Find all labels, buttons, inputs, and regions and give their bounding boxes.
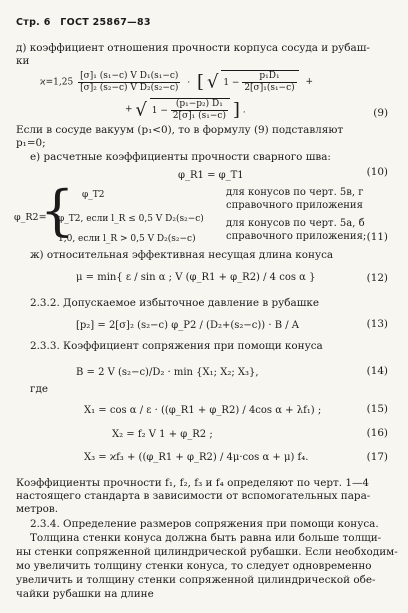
item-e-text: е) расчетные коэффициенты прочности сварного шва:: [30, 151, 331, 163]
section-2-3-4-line-4: мо увеличить толщину стенки конуса, то следует одновременно: [16, 560, 372, 572]
section-2-3-3-text: 2.3.3. Коэффициент сопряжения при помощи конуса: [30, 340, 323, 352]
equation-number-9: (9): [373, 107, 388, 119]
section-2-3-4-line-6: чайки рубашки на длине: [16, 588, 154, 600]
equation-number-11: (11): [366, 231, 388, 243]
formula-9-root-den: 2[σ]₁(s₁−c): [244, 83, 295, 93]
equation-number-16: (16): [366, 427, 388, 439]
phi-r2-case-1: φ_T2: [82, 190, 105, 200]
equation-number-10: (10): [366, 166, 388, 178]
coef-line-3: метров.: [16, 503, 59, 515]
equation-number-17: (17): [366, 451, 388, 463]
section-2-3-4-line-3: ны стенки сопряженной цилиндрической рубашки. Если необходим-: [16, 546, 398, 558]
standard-code: ГОСТ 25867—83: [60, 17, 151, 28]
section-2-3-4-line-2: Толщина стенки конуса должна быть равна или больше толщи-: [30, 532, 382, 544]
equation-number-12: (12): [366, 272, 388, 284]
equation-number-15: (15): [366, 403, 388, 415]
formula-14: B = 2 V (s₂−c)/D₂ · min {X₁; X₂; X₃},: [76, 367, 259, 378]
formula-9-line2-num: (p₁−p₂) D₁: [171, 99, 228, 111]
phi-r2-case-3: 1,0, если l_R > 0,5 V D₂(s₂−c): [58, 234, 196, 244]
formula-15: X₁ = cos α / ε · ((φ_R1 + φ_R2) / 4cos α + λf₁) ;: [84, 405, 322, 416]
formula-9-frac-den: [σ]₂ (s₂−c) V D₂(s₂−c): [80, 82, 179, 93]
section-2-3-4-line-1: 2.3.4. Определение размеров сопряжения при помощи конуса.: [30, 518, 379, 530]
formula-9-line2-den: 2[σ]₁ (s₁−c): [172, 111, 226, 121]
coef-line-1: Коэффициенты прочности f₁, f₂, f₃ и f₄ определяют по черт. 1—4: [16, 477, 369, 489]
equation-number-13: (13): [366, 318, 388, 330]
item-zh-text: ж) относительная эффективная несущая длина конуса: [30, 249, 334, 261]
section-2-3-2-text: 2.3.2. Допускаемое избыточное давление в рубашке: [30, 297, 320, 309]
formula-9-root-num: p₁D₁: [242, 71, 296, 83]
formula-9-line-2: + √ 1 − $\frac{\text{(p₁−p₂) D₁}}{\text{2[σ]₁ (s₁−c)}}$ ] .: [125, 99, 246, 121]
phi-r2-label: φ_R2=: [14, 212, 47, 223]
section-2-3-4-line-5: увеличить и толщину стенки сопряженной цилиндрической обе-: [16, 574, 376, 586]
formula-13: [p₂] = 2[σ]₂ (s₂−c) φ_P2 / (D₂+(s₂−c)) · B / A: [76, 320, 300, 331]
phi-r2-note-4: справочного приложения;: [226, 231, 367, 242]
formula-9-line-1: ϰ=1,25 $\frac{\text{[σ]₁ (s₁−c) V D₁(s₁−c)}}{\text{[σ]₂ (s₂−c) V D₂(s₂−c)}}$ · [ √ 1 − $\frac{\text{p₁D₁}}{\text{2[σ]₁(s₁−c)}}$ +: [40, 70, 314, 93]
equation-number-14: (14): [366, 365, 388, 377]
formula-9-frac-num: [σ]₁ (s₁−c) V D₁(s₁−c): [80, 70, 179, 81]
phi-r2-note-3: для конусов по черт. 5а, б: [226, 218, 365, 229]
phi-r2-note-1: для конусов по черт. 5в, г: [226, 187, 364, 198]
coef-line-2: настоящего стандарта в зависимости от вспомогательных пара-: [16, 490, 371, 502]
phi-r2-case-2: φ_T2, если l_R ≤ 0,5 V D₂(s₂−c): [58, 214, 204, 224]
formula-12: μ = min{ ε / sin α ; V (φ_R1 + φ_R2) / 4 cos α }: [76, 272, 316, 283]
item-d-text-1: д) коэффициент отношения прочности корпуса сосуда и рубаш-: [16, 42, 370, 54]
where-label: где: [30, 383, 48, 395]
formula-16: X₂ = f₂ V 1 + φ_R2 ;: [112, 429, 213, 440]
item-d-text-2: ки: [16, 55, 30, 67]
page-header: [16, 17, 157, 28]
vacuum-line-2: p₁=0;: [16, 137, 46, 149]
formula-9-left: ϰ=1,25: [40, 77, 74, 88]
left-brace: {: [40, 179, 75, 242]
formula-10: φ_R1 = φ_T1: [178, 170, 244, 181]
formula-17: X₃ = ϰf₃ + ((φ_R1 + φ_R2) / 4μ·cos α + μ) f₄.: [84, 452, 309, 463]
phi-r2-note-2: справочного приложения: [226, 200, 363, 211]
vacuum-line-1: Если в сосуде вакуум (p₁<0), то в формулу (9) подставляют: [16, 124, 344, 136]
page-number: Стр. 6: [16, 17, 51, 28]
